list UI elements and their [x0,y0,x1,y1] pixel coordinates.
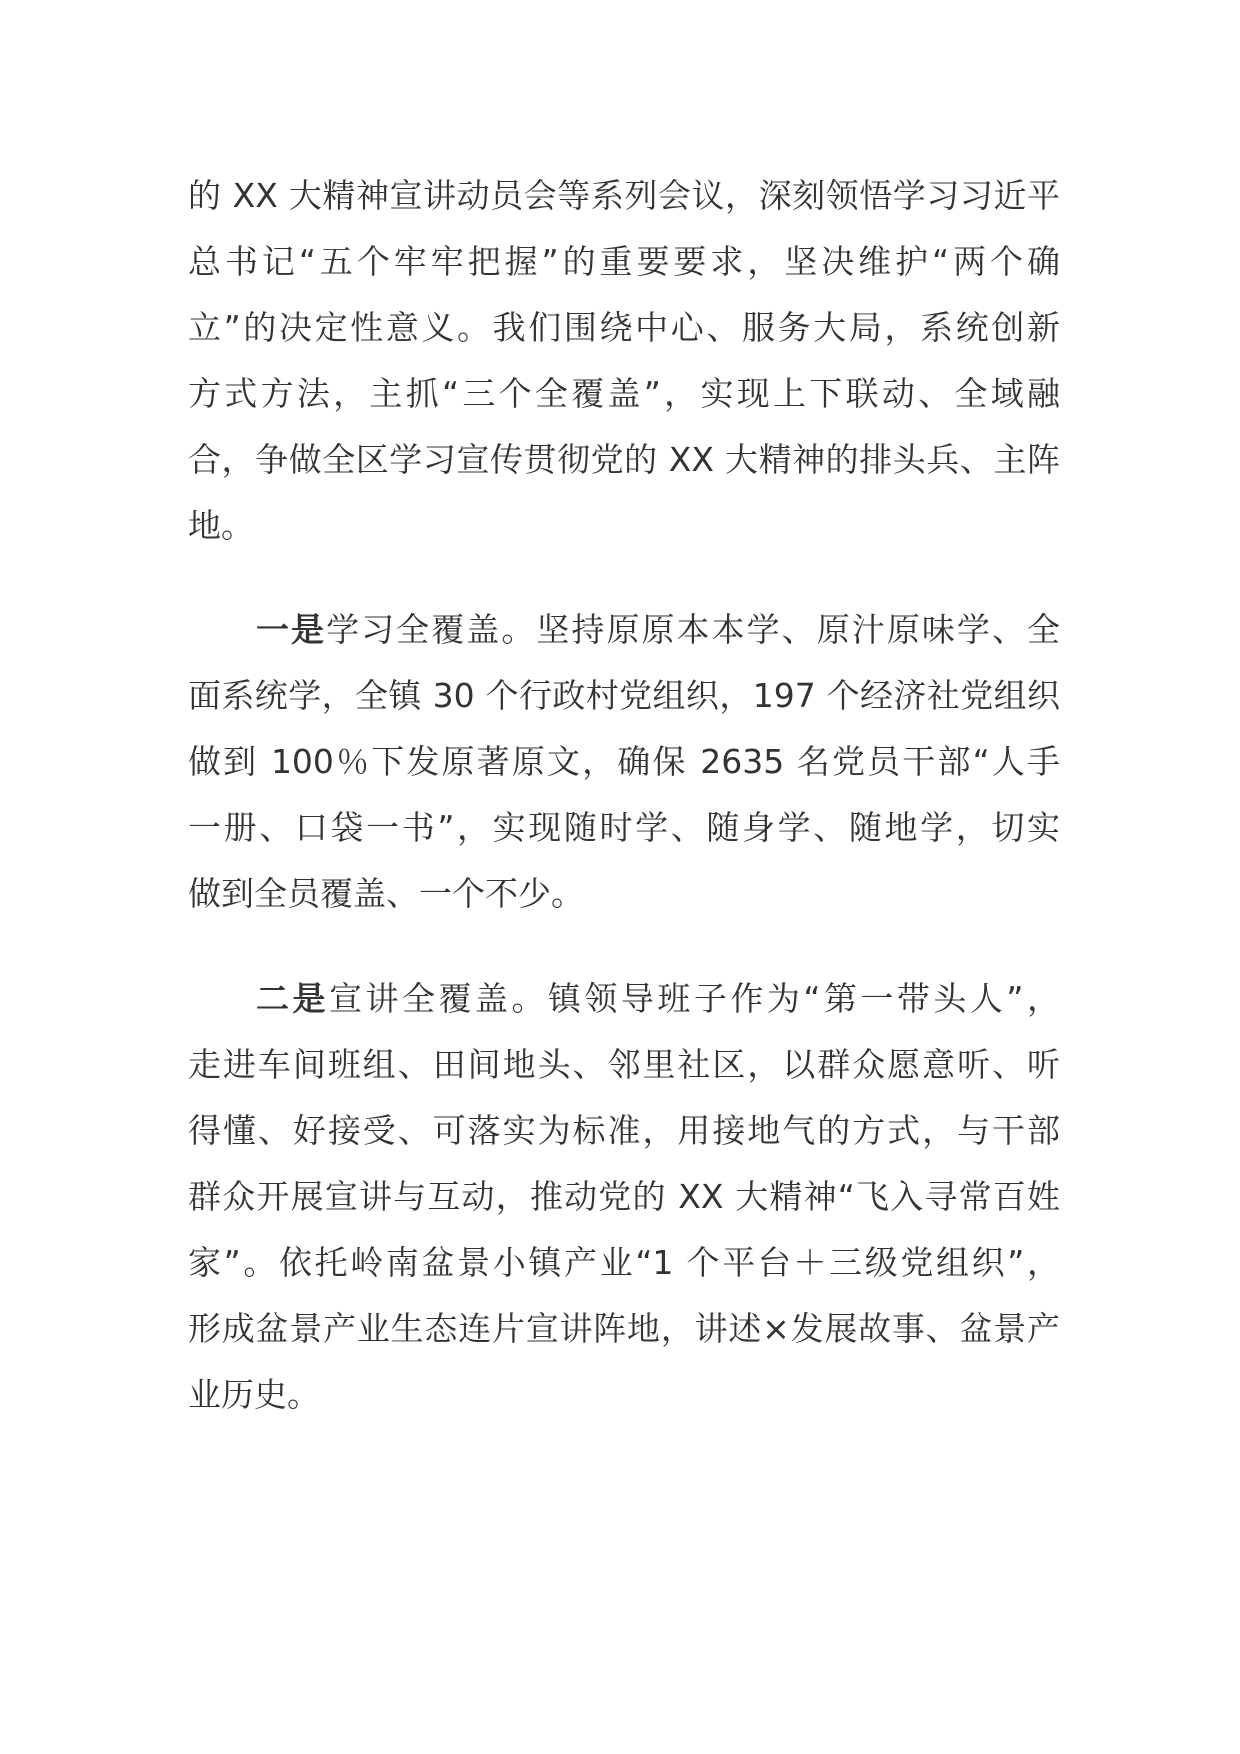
text-line: 家”。依托岭南盆景小镇产业“1 个平台＋三级党组织”， [188,1243,1060,1282]
text-line: 面系统学，全镇 30 个行政村党组织，197 个经济社党组织 [188,676,1060,715]
text-line-first [188,597,1060,663]
text-line: 总书记“五个牢牢把握”的重要要求，坚决维护“两个确 [188,242,1060,281]
paragraph-lead: 一是 [256,610,327,649]
text-line: 地。 [188,506,254,545]
text-line: 走进车间班组、田间地头、邻里社区，以群众愿意听、听 [188,1045,1060,1084]
text-line: 群众开展宣讲与互动，推动党的 XX 大精神“飞入寻常百姓 [188,1177,1060,1216]
text-line: 方式方法，主抓“三个全覆盖”，实现上下联动、全域融 [188,374,1060,413]
text-line: 立”的决定性意义。我们围绕中心、服务大局，系统创新 [188,308,1060,347]
text-line: 得懂、好接受、可落实为标准，用接地气的方式，与干部 [188,1111,1060,1150]
text-line: 的 XX 大精神宣讲动员会等系列会议，深刻领悟学习习近平 [188,176,1060,215]
text-line: 一册、口袋一书”，实现随时学、随身学、随地学，切实 [188,808,1060,847]
text-line: 做到全员覆盖、一个不少。 [188,874,584,913]
text-line: 业历史。 [188,1375,320,1414]
text-line: 做到 100％下发原著原文，确保 2635 名党员干部“人手 [188,742,1060,781]
paragraph-lecture-coverage [188,966,1060,1428]
paragraph-first-text: 宣讲全覆盖。镇领导班子作为“第一带头人”， [328,979,1060,1018]
text-line: 形成盆景产业生态连片宣讲阵地，讲述×发展故事、盆景产 [188,1309,1060,1348]
paragraph-lead: 二是 [256,979,329,1018]
text-line: 合，争做全区学习宣传贯彻党的 XX 大精神的排头兵、主阵 [188,440,1060,479]
paragraph-intro [188,163,1060,559]
paragraph-study-coverage [188,597,1060,927]
text-line-first [188,966,1060,1032]
paragraph-first-text: 学习全覆盖。坚持原原本本学、原汁原味学、全 [326,610,1061,649]
